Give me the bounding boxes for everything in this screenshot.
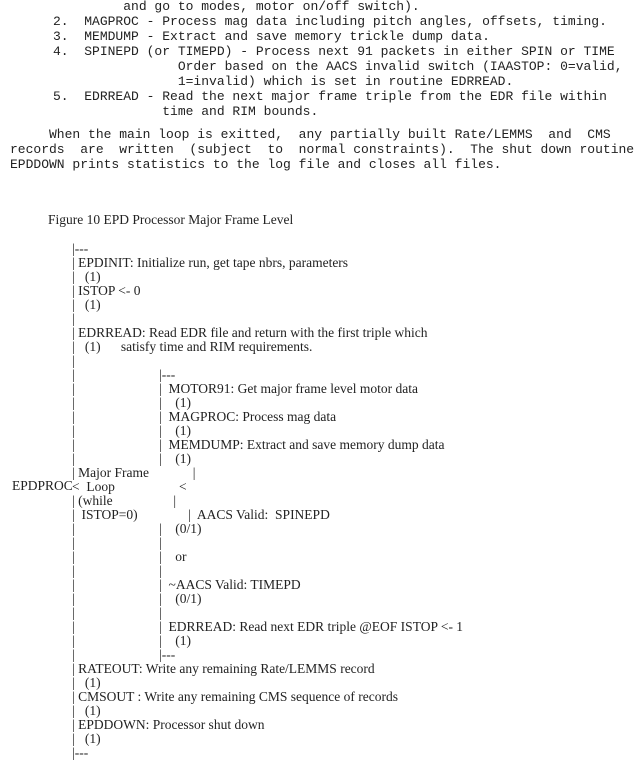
figure-title: Figure 10 EPD Processor Major Frame Level: [48, 212, 294, 227]
chart-line: | | (0/1): [72, 521, 202, 536]
paragraph-line: records are written (subject to normal constraints). The shut down routine: [10, 142, 635, 157]
list-line: 4. SPINEPD (or TIMEPD) - Process next 91 packets in either SPIN or TIME: [14, 44, 615, 59]
chart-line: | CMSOUT : Write any remaining CMS sequence of records: [72, 689, 398, 704]
paragraph-line: When the main loop is exitted, any partially built Rate/LEMMS and CMS: [10, 127, 611, 142]
chart-line: |: [72, 311, 75, 326]
chart-line: | (1): [72, 269, 101, 284]
chart-root-label: EPDPROC: [12, 478, 73, 493]
chart-line: | (1): [72, 297, 101, 312]
list-line: and go to modes, motor on/off switch).: [14, 0, 420, 14]
chart-line: | | EDRREAD: Read next EDR triple @EOF ISTOP <- 1: [72, 619, 464, 634]
chart-line: | |---: [72, 647, 176, 662]
chart-line: | |---: [72, 367, 176, 382]
chart-line: | EPDDOWN: Processor shut down: [72, 717, 265, 732]
chart-line: | | MAGPROC: Process mag data: [72, 409, 337, 424]
chart-line: | | ~AACS Valid: TIMEPD: [72, 577, 301, 592]
chart-line: | |: [72, 563, 162, 578]
list-line: 5. EDRREAD - Read the next major frame triple from the EDR file within: [14, 89, 607, 104]
chart-line: | (1) satisfy time and RIM requirements.: [72, 339, 313, 354]
chart-line: | |: [72, 535, 162, 550]
chart-line: < Loop <: [72, 479, 187, 494]
chart-line: |---: [72, 745, 89, 760]
list-line: 2. MAGPROC - Process mag data including pitch angles, offsets, timing.: [14, 14, 607, 29]
chart-line: | EPDINIT: Initialize run, get tape nbrs, parameters: [72, 255, 349, 270]
chart-line: | | (1): [72, 395, 192, 410]
chart-line: | Major Frame |: [72, 465, 196, 480]
chart-line: | | MOTOR91: Get major frame level motor data: [72, 381, 418, 396]
paragraph-line: EPDDOWN prints statistics to the log file and closes all files.: [10, 157, 502, 172]
list-line: time and RIM bounds.: [14, 104, 319, 119]
list-line: 3. MEMDUMP - Extract and save memory trickle dump data.: [14, 29, 490, 44]
chart-line: |: [72, 353, 75, 368]
chart-line: |---: [72, 241, 89, 256]
list-line: 1=invalid) which is set in routine EDRREAD.: [14, 74, 514, 89]
chart-line: | (while |: [72, 493, 177, 508]
chart-line: | | (1): [72, 423, 192, 438]
list-line: Order based on the AACS invalid switch (IAASTOP: 0=valid,: [14, 59, 623, 74]
chart-line: | RATEOUT: Write any remaining Rate/LEMMS record: [72, 661, 375, 676]
chart-line: | |: [72, 605, 162, 620]
chart-line: | EDRREAD: Read EDR file and return with the first triple which: [72, 325, 428, 340]
chart-line: | | MEMDUMP: Extract and save memory dump data: [72, 437, 445, 452]
chart-line: | | (1): [72, 451, 192, 466]
chart-line: | | (1): [72, 633, 192, 648]
chart-line: | | or: [72, 549, 187, 564]
chart-line: | (1): [72, 675, 101, 690]
chart-line: | ISTOP <- 0: [72, 283, 141, 298]
chart-line: | (1): [72, 703, 101, 718]
chart-line: | ISTOP=0) | AACS Valid: SPINEPD: [72, 507, 330, 522]
chart-line: | (1): [72, 731, 101, 746]
chart-line: | | (0/1): [72, 591, 202, 606]
